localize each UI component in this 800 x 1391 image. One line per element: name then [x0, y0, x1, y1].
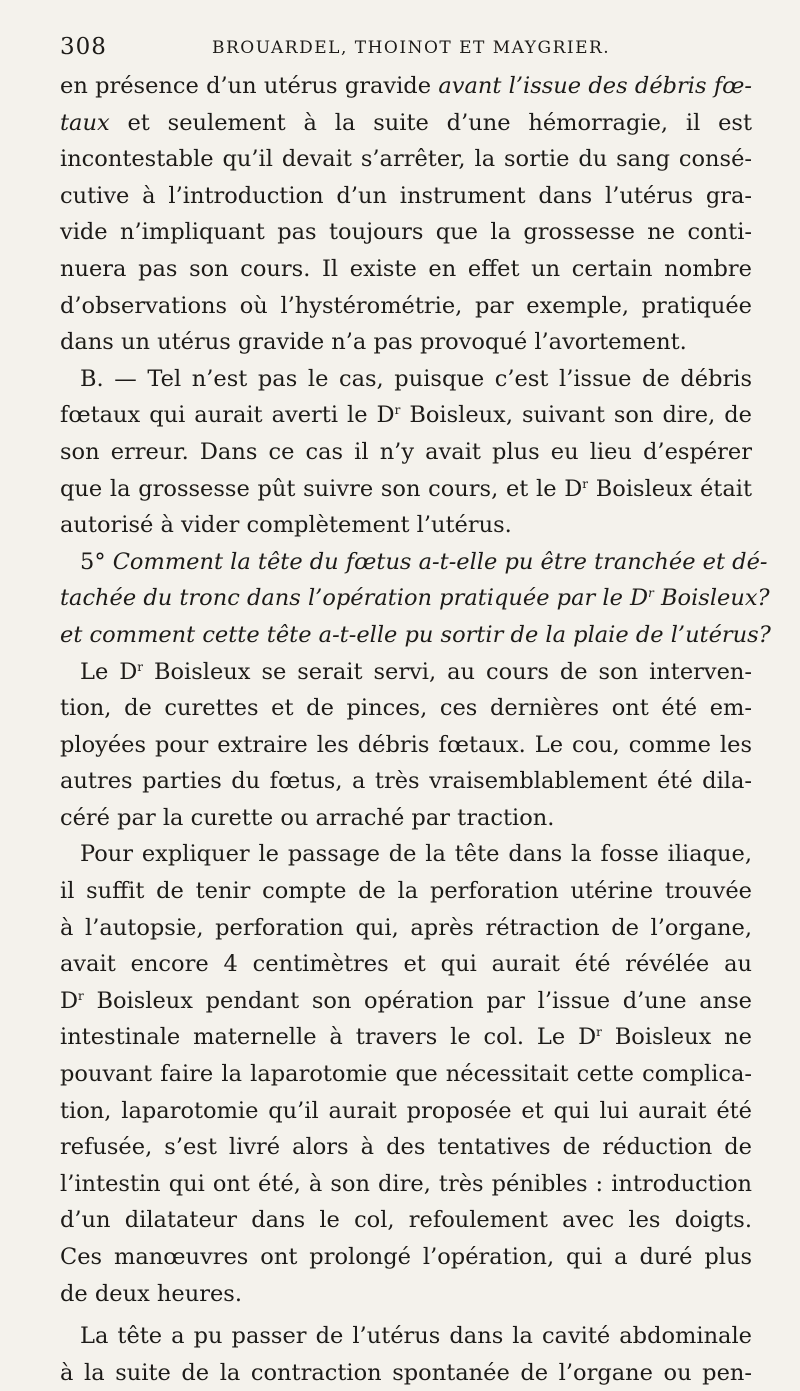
text-line: de deux heures. — [60, 1280, 242, 1307]
text-line: autres parties du fœtus, a très vraisemblablement été dila- — [60, 768, 752, 795]
text-line: intestinale maternelle à travers le col. Le $D^r$ Boisleux ne — [60, 1024, 752, 1051]
text-line: autorisé à vider complètement l’utérus. — [60, 512, 512, 539]
page-number: 308 — [60, 34, 107, 60]
text-line: B. — Tel n’est pas le cas, puisque c’est l’issue de débris — [80, 365, 752, 392]
text-line: à la suite de la contraction spontanée de l’organe ou pen- — [60, 1359, 752, 1386]
text-line: Le $D^r$ Boisleux se serait servi, au cours de son interven- — [80, 658, 753, 685]
text-line: d’un dilatateur dans le col, refoulement avec les doigts. — [60, 1207, 752, 1234]
text-line: refusée, s’est livré alors à des tentatives de réduction de — [60, 1134, 752, 1161]
page-header — [60, 34, 750, 64]
text-line: que la grossesse pût suivre son cours, et le $D^r$ Boisleux était — [60, 475, 752, 502]
text-line: son erreur. Dans ce cas il n’y avait plus eu lieu d’espérer — [60, 438, 752, 465]
text-line: l’intestin qui ont été, à son dire, très pénibles : introduction — [60, 1170, 752, 1197]
text-line: et comment cette tête a-t-elle pu sortir de la plaie de l’utérus? — [60, 621, 771, 648]
text-line: Ces manœuvres ont prolongé l’opération, qui a duré plus — [60, 1244, 752, 1270]
text-line: tion, laparotomie qu’il aurait proposée et qui lui aurait été — [60, 1097, 752, 1124]
text-line: dans un utérus gravide n’a pas provoqué l’avortement. — [60, 329, 687, 356]
text-line: céré par la curette ou arraché par traction. — [60, 804, 555, 831]
running-head: BROUARDEL, THOINOT ET MAYGRIER. — [212, 38, 611, 58]
text-line: 5° Comment la tête du fœtus a-t-elle pu être tranchée et dé- — [80, 548, 768, 575]
text-line: fœtaux qui aurait averti le $D^r$ Boisleux, suivant son dire, de — [60, 402, 752, 429]
text-line: cutive à l’introduction d’un instrument dans l’utérus gra- — [60, 182, 752, 209]
text-line: pouvant faire la laparotomie que nécessitait cette complica- — [60, 1061, 752, 1088]
body-text — [60, 68, 771, 1391]
text-line: tion, de curettes et de pinces, ces dernières ont été em- — [60, 695, 752, 722]
text-line: $D^r$ Boisleux pendant son opération par l’issue d’une anse — [60, 987, 752, 1014]
text-line: en présence d’un utérus gravide avant l’issue des débris fœ- — [60, 73, 752, 99]
text-line: nuera pas son cours. Il existe en effet un certain nombre — [60, 255, 752, 282]
text-line: avait encore 4 centimètres et qui aurait été révélée au — [60, 951, 752, 978]
text-line: tachée du tronc dans l’opération pratiquée par le $D^r$ Boisleux? — [60, 585, 770, 612]
text-line: vide n’impliquant pas toujours que la grossesse ne conti- — [60, 219, 752, 246]
text-line: La tête a pu passer de l’utérus dans la cavité abdominale — [80, 1323, 752, 1350]
text-line: incontestable qu’il devait s’arrêter, la sortie du sang consé- — [60, 146, 752, 173]
text-line: taux et seulement à la suite d’une hémorragie, il est — [60, 109, 752, 136]
text-line: il suffit de tenir compte de la perforation utérine trouvée — [60, 878, 752, 905]
text-line: à l’autopsie, perforation qui, après rétraction de l’organe, — [60, 914, 752, 941]
text-line: ployées pour extraire les débris fœtaux. Le cou, comme les — [60, 731, 752, 758]
text-line: d’observations où l’hystérométrie, par exemple, pratiquée — [60, 292, 752, 319]
text-line: Pour expliquer le passage de la tête dans la fosse iliaque, — [80, 841, 752, 868]
